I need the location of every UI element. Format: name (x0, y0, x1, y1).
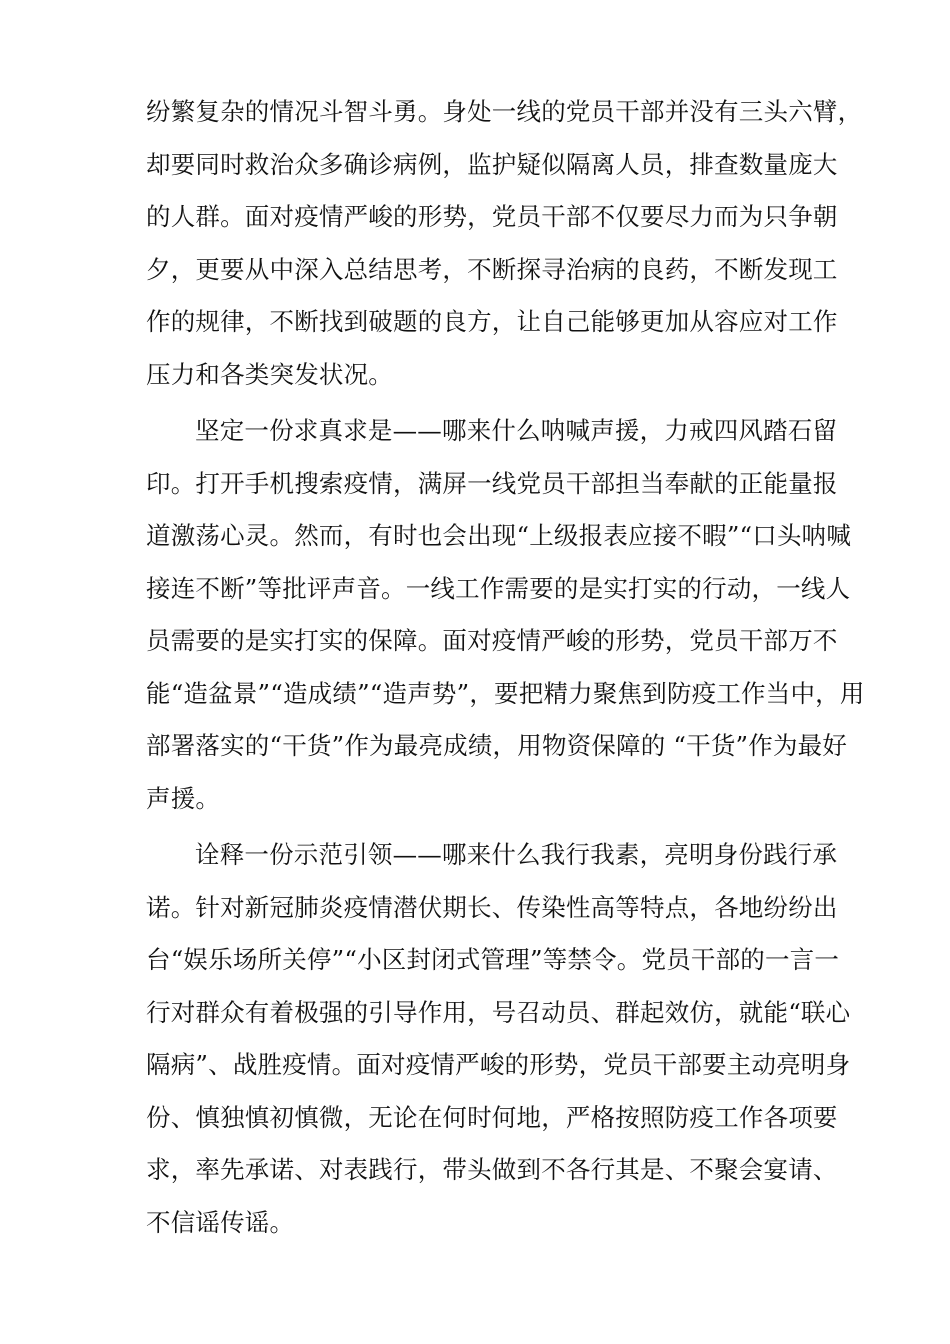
paragraph-1 (146, 86, 863, 401)
text-line: 作的规律，不断找到破题的良方，让自己能够更加从容应对工作 (146, 307, 838, 336)
text-line: 却要同时救治众多确诊病例，监护疑似隔离人员，排查数量庞大 (146, 149, 838, 179)
text-line: 印。打开手机搜索疫情，满屏一线党员干部担当奉献的正能量报 (146, 468, 838, 498)
text-line: 诠释一份示范引领——哪来什么我行我素，亮明身份践行承 (195, 840, 838, 869)
text-line: 求，率先承诺、对表践行，带头做到不各行其是、不聚会宴请、 (146, 1155, 838, 1184)
text-line: 的人群。面对疫情严峻的形势，党员干部不仅要尽力而为只争朝 (146, 202, 838, 231)
text-line: 夕，更要从中深入总结思考，不断探寻治病的良药，不断发现工 (146, 254, 838, 284)
text-line: 份、慎独慎初慎微，无论在何时何地，严格按照防疫工作各项要 (146, 1102, 838, 1132)
text-line: 诺。针对新冠肺炎疫情潜伏期长、传染性高等特点，各地纷纷出 (146, 892, 838, 922)
text-line: 隔病”、战胜疫情。面对疫情严峻的形势，党员干部要主动亮明身 (146, 1050, 851, 1079)
text-line: 台“娱乐场所关停”“小区封闭式管理”等禁令。党员干部的一言一 (146, 945, 840, 974)
text-line: 接连不断”等批评声音。一线工作需要的是实打实的行动，一线人 (146, 573, 851, 603)
document-body (146, 86, 865, 1249)
text-line: 能“造盆景”“造成绩”“造声势”，要把精力聚焦到防疫工作当中，用 (146, 678, 865, 708)
text-line: 道激荡心灵。然而，有时也会出现“上级报表应接不暇”“口头呐喊 (146, 521, 852, 550)
paragraph-3 (146, 829, 851, 1249)
text-line: 部署落实的“干货”作为最亮成绩，用物资保障的 “干货”作为最好 (146, 731, 848, 760)
text-line: 声援。 (146, 783, 221, 813)
text-line: 坚定一份求真求是——哪来什么呐喊声援，力戒四风踏石留 (195, 416, 838, 445)
text-line: 纷繁复杂的情况斗智斗勇。身处一线的党员干部并没有三头六臂， (146, 97, 863, 126)
text-line: 不信谣传谣。 (146, 1207, 295, 1237)
text-line: 员需要的是实打实的保障。面对疫情严峻的形势，党员干部万不 (146, 626, 838, 655)
paragraph-2 (146, 405, 865, 825)
text-line: 行对群众有着极强的引导作用，号召动员、群起效仿，就能“联心 (146, 997, 851, 1027)
text-line: 压力和各类突发状况。 (146, 359, 393, 389)
